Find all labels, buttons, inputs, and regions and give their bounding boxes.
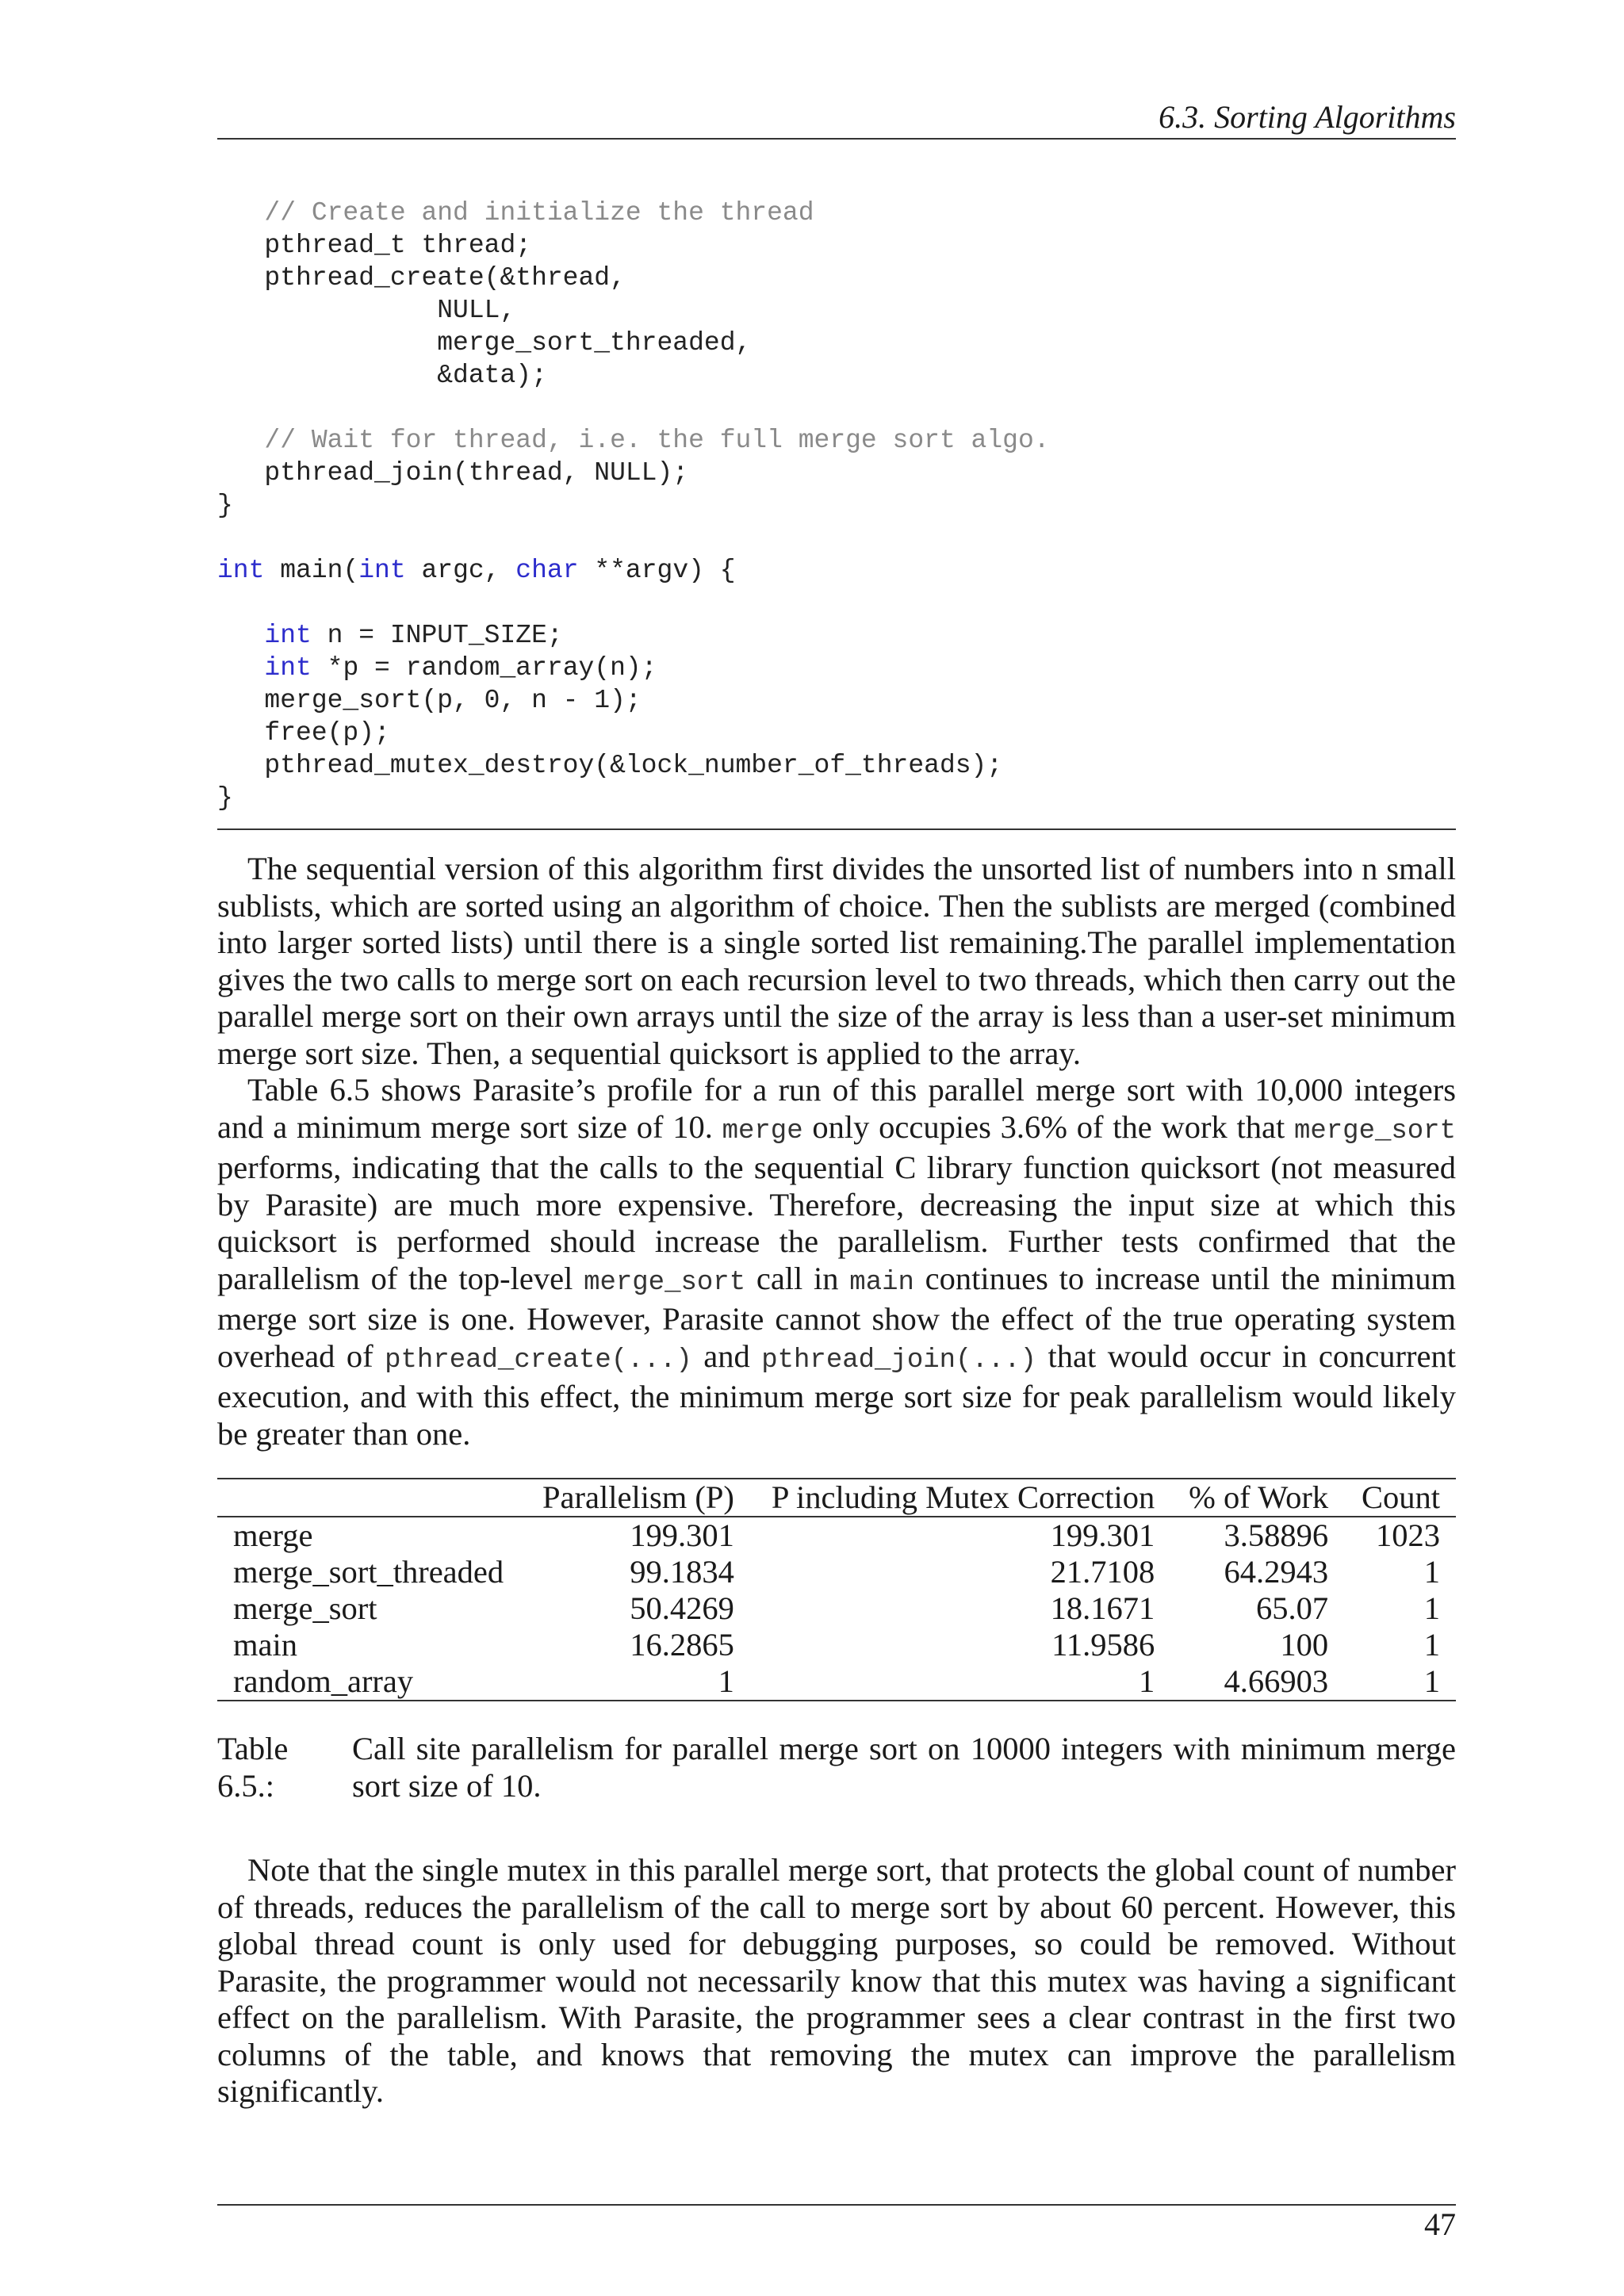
code-line: int main(int argc, char **argv) { xyxy=(217,556,736,585)
paragraph: Table 6.5 shows Parasite’s profile for a run of this parallel merge sort with 10,000 integers and a minimum merge sort size of 10. merge only occupies 3.6% of the work that merge_sort performs, indicating that the calls to the sequential C library function quicksort (not measured by Parasite) are much more expensive. Therefore, decreasing the input size at which this quicksort is performed should increase the parallelism. Further tests confirmed that the parallelism of the top-level merge_sort call in main continues to increase until the minimum merge sort size is one. However, Parasite cannot show the effect of the true operating system overhead of pthread_create(...) and pthread_join(...) that would occur in concurrent execution, and with this effect, the minimum merge sort size for peak parallelism would likely be greater than one. xyxy=(217,1072,1456,1452)
caption-label: Table 6.5.: xyxy=(217,1731,289,1804)
table-cell: 1 xyxy=(718,1663,734,1699)
header-rule xyxy=(217,138,1456,140)
table-cell: 1 xyxy=(1423,1554,1440,1590)
inline-code: pthread_join(...) xyxy=(761,1345,1037,1376)
table-cell: 50.4269 xyxy=(630,1590,734,1626)
paragraph: Note that the single mutex in this parallel merge sort, that protects the global count of number of threads, reduces the parallelism of the call to merge sort by about 60 percent. However, this global thread count is only used for debugging purposes, so could be removed. Without Parasite, the programmer would not necessarily know that this mutex was having a significant effect on the parallelism. With Parasite, the programmer sees a clear contrast in the first two columns of the table, and knows that removing the mutex can improve the parallelism significantly. xyxy=(217,1852,1456,2109)
code-line: free(p); xyxy=(217,718,390,748)
table-header: P including Mutex Correction xyxy=(771,1479,1155,1515)
page-number: 47 xyxy=(1424,2206,1456,2242)
table-header-row xyxy=(217,1479,1456,1517)
table-row xyxy=(217,1590,1456,1627)
table-header xyxy=(217,1479,523,1517)
table-cell: 64.2943 xyxy=(1224,1554,1329,1590)
table-cell: 100 xyxy=(1280,1627,1329,1663)
table-cell: 1023 xyxy=(1376,1517,1440,1553)
table-row xyxy=(217,1554,1456,1590)
table-cell: merge_sort_threaded xyxy=(233,1554,504,1590)
caption-text: Call site parallelism for parallel merge sort on 10000 integers with minimum merge sort size of 10. xyxy=(352,1731,1456,1804)
code-listing xyxy=(217,197,1050,814)
body-text-lower xyxy=(217,1852,1456,2110)
table-cell: 99.1834 xyxy=(630,1554,734,1590)
table-cell: 18.1671 xyxy=(1050,1590,1155,1626)
table-cell: 1 xyxy=(1423,1663,1440,1699)
code-line: merge_sort(p, 0, n - 1); xyxy=(217,686,642,715)
code-line: pthread_t thread; xyxy=(217,231,532,260)
table-cell: 11.9586 xyxy=(1051,1627,1155,1663)
code-line: // Create and initialize the thread xyxy=(217,198,814,228)
table-row xyxy=(217,1627,1456,1663)
table-header: % of Work xyxy=(1189,1479,1329,1515)
body-text-upper xyxy=(217,851,1456,1452)
table-header: Count xyxy=(1361,1479,1440,1515)
code-line: } xyxy=(217,783,233,813)
footer-rule xyxy=(217,2204,1456,2206)
table-header: Parallelism (P) xyxy=(542,1479,734,1515)
code-line: // Wait for thread, i.e. the full merge sort algo. xyxy=(217,426,1050,455)
inline-code: merge_sort xyxy=(584,1267,746,1298)
table-cell: 1 xyxy=(1423,1627,1440,1663)
table-cell: 1 xyxy=(1138,1663,1155,1699)
code-line: pthread_create(&thread, xyxy=(217,263,626,293)
results-table xyxy=(217,1478,1456,1701)
code-line: &data); xyxy=(217,361,547,390)
code-line: merge_sort_threaded, xyxy=(217,328,752,358)
table-row xyxy=(217,1663,1456,1701)
running-header: 6.3. Sorting Algorithms xyxy=(1159,99,1456,135)
inline-code: merge xyxy=(722,1115,803,1146)
table-cell: 16.2865 xyxy=(630,1627,734,1663)
table-cell: 199.301 xyxy=(630,1517,734,1553)
code-line: pthread_join(thread, NULL); xyxy=(217,458,689,488)
code-line: int *p = random_array(n); xyxy=(264,653,657,683)
table-cell: 4.66903 xyxy=(1224,1663,1329,1699)
code-line: int n = INPUT_SIZE; xyxy=(264,621,563,650)
table-cell: 65.07 xyxy=(1255,1590,1329,1626)
inline-code: pthread_create(...) xyxy=(385,1345,692,1376)
paragraph: The sequential version of this algorithm first divides the unsorted list of numbers into n small sublists, which are sorted using an algorithm of choice. Then the sublists are merged (combined into larger sorted lists) until there is a single sorted list remaining.The parallel implementation gives the two calls to merge sort on each recursion level to two threads, which then carry out the parallel merge sort on their own arrays until the size of the array is less than a user-set minimum merge sort size. Then, a sequential quicksort is applied to the array. xyxy=(217,851,1456,1071)
table-caption xyxy=(217,1731,1456,1804)
table-cell: main xyxy=(233,1627,297,1663)
code-line: pthread_mutex_destroy(&lock_number_of_threads); xyxy=(217,751,1003,780)
table-cell: 1 xyxy=(1423,1590,1440,1626)
page xyxy=(217,0,1456,2296)
code-line: NULL, xyxy=(217,296,516,325)
table-cell: random_array xyxy=(233,1663,414,1699)
code-line: } xyxy=(217,491,233,520)
table-row xyxy=(217,1517,1456,1554)
inline-code: merge_sort xyxy=(1293,1115,1456,1146)
table-cell: 3.58896 xyxy=(1224,1517,1329,1553)
code-rule xyxy=(217,828,1456,830)
table-cell: 199.301 xyxy=(1050,1517,1155,1553)
table-cell: merge_sort xyxy=(233,1590,377,1626)
inline-code: main xyxy=(849,1267,914,1298)
table-cell: 21.7108 xyxy=(1050,1554,1155,1590)
table-cell: merge xyxy=(233,1517,313,1553)
